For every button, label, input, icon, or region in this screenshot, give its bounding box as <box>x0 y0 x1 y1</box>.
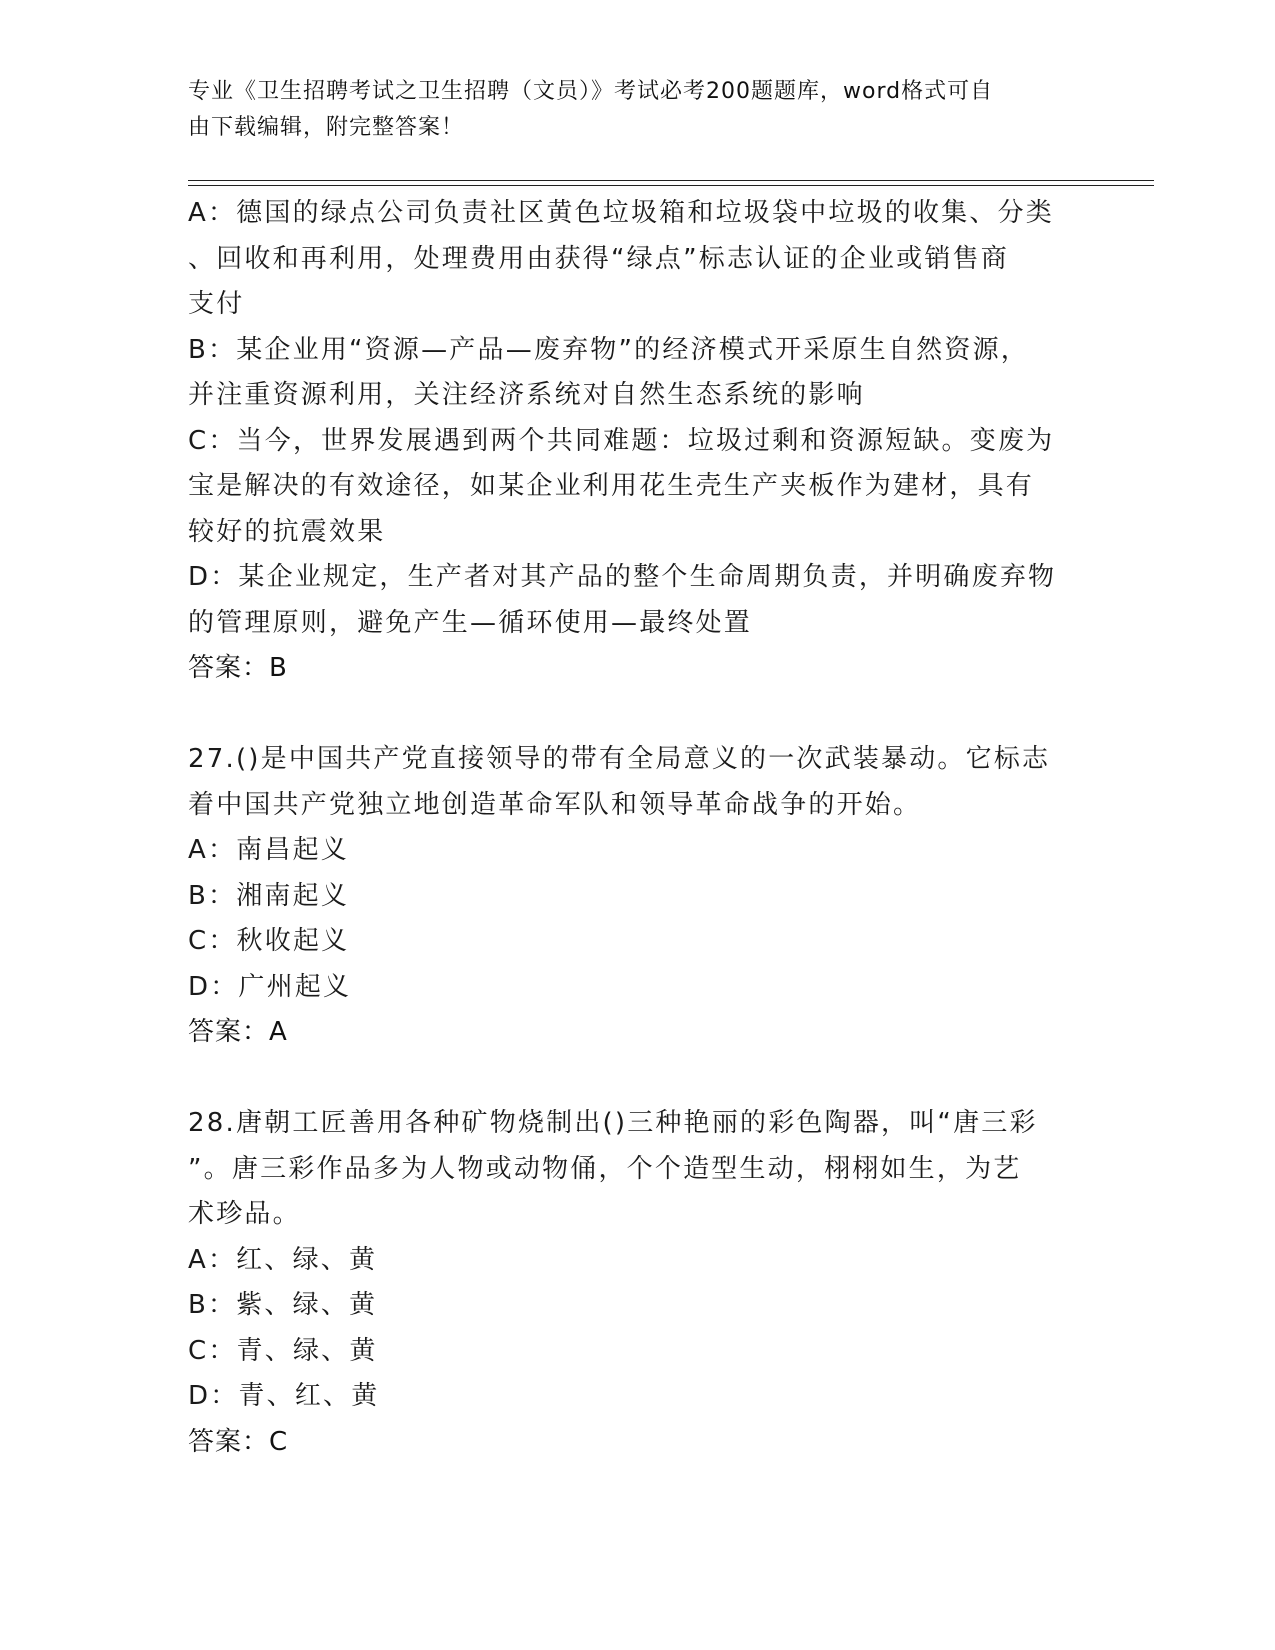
question-block <box>188 1101 1068 1465</box>
question-text: 28.唐朝工匠善用各种矿物烧制出()三种艳丽的彩色陶器，叫“唐三彩 <box>188 1108 1038 1138</box>
header-divider <box>188 185 1154 186</box>
question-text: 27.()是中国共产党直接领导的带有全局意义的一次武装暴动。它标志 <box>188 744 1051 774</box>
header-line: 专业《卫生招聘考试之卫生招聘（文员）》考试必考200题题库，word格式可自 <box>188 79 994 104</box>
header-divider <box>188 180 1154 181</box>
question-text: 着中国共产党独立地创造革命军队和领导革命战争的开始。 <box>188 789 922 820</box>
text-line: C：当今，世界发展遇到两个共同难题：垃圾过剩和资源短缺。变废为 <box>188 425 1055 456</box>
question-content <box>188 191 1068 1465</box>
text-line: 宝是解决的有效途径，如某企业利用花生壳生产夹板作为建材，具有 <box>188 471 1035 501</box>
option-a: A：红、绿、黄 <box>188 1244 378 1275</box>
text-line: 支付 <box>188 289 245 319</box>
question-block <box>188 191 1068 692</box>
spacer <box>188 1056 1068 1102</box>
answer-label: 答案：C <box>188 1426 289 1457</box>
option-d: D：青、红、黄 <box>188 1381 380 1411</box>
text-line: 并注重资源利用，关注经济系统对自然生态系统的影响 <box>188 380 865 410</box>
option-a: A：南昌起义 <box>188 835 349 865</box>
question-block <box>188 737 1068 1056</box>
document-header <box>188 74 1068 146</box>
option-c: C：青、绿、黄 <box>188 1335 378 1366</box>
option-b: B：湘南起义 <box>188 880 350 911</box>
text-line: A：德国的绿点公司负责社区黄色垃圾箱和垃圾袋中垃圾的收集、分类 <box>188 198 1054 228</box>
question-text: ”。唐三彩作品多为人物或动物俑，个个造型生动，栩栩如生，为艺 <box>188 1153 1022 1184</box>
option-d: D：广州起义 <box>188 971 352 1002</box>
answer-label: 答案：B <box>188 653 288 683</box>
text-line: 的管理原则，避免产生—循环使用—最终处置 <box>188 607 753 638</box>
text-line: 、回收和再利用，处理费用由获得“绿点”标志认证的企业或销售商 <box>188 243 1009 274</box>
header-line: 由下载编辑，附完整答案！ <box>188 115 465 140</box>
text-line: 较好的抗震效果 <box>188 516 386 547</box>
answer-label: 答案：A <box>188 1017 288 1047</box>
question-text: 术珍品。 <box>188 1199 301 1229</box>
text-line: B：某企业用“资源—产品—废弃物”的经济模式开采原生自然资源， <box>188 334 1029 365</box>
option-b: B：紫、绿、黄 <box>188 1290 378 1320</box>
spacer <box>188 692 1068 738</box>
text-line: D：某企业规定，生产者对其产品的整个生命周期负责，并明确废弃物 <box>188 562 1057 592</box>
option-c: C：秋收起义 <box>188 926 350 956</box>
